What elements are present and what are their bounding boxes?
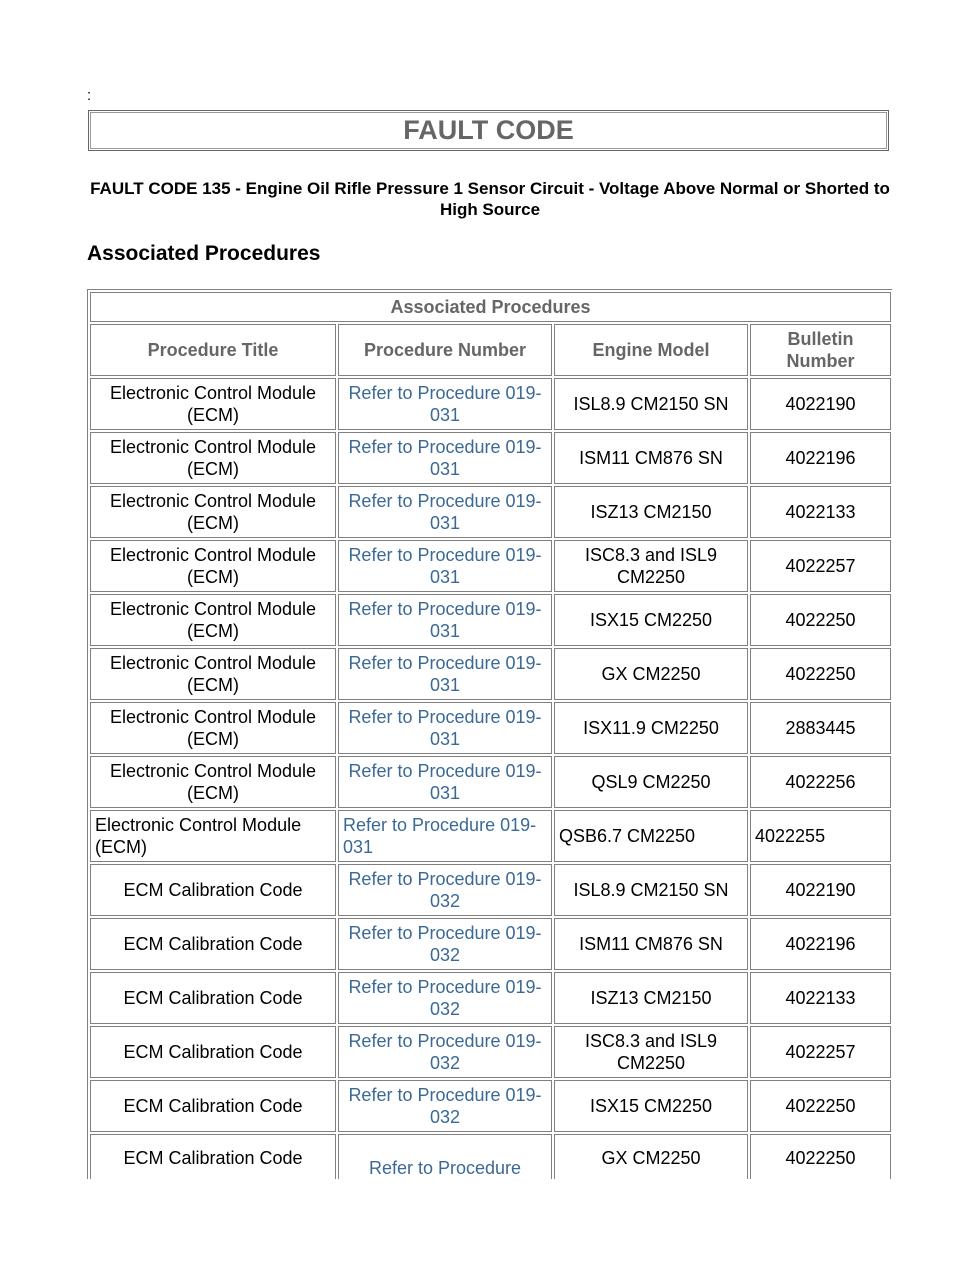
bulletin-number-cell: 4022257 xyxy=(750,540,891,592)
table-row xyxy=(90,432,891,484)
table-row xyxy=(90,594,891,646)
engine-model-cell: GX CM2250 xyxy=(554,648,748,700)
engine-model-cell: ISL8.9 CM2150 SN xyxy=(554,378,748,430)
procedure-title-cell: Electronic Control Module (ECM) xyxy=(90,594,336,646)
engine-model-cell: ISX15 CM2250 xyxy=(554,1080,748,1132)
header-engine-model: Engine Model xyxy=(554,324,748,376)
engine-model-cell: QSL9 CM2250 xyxy=(554,756,748,808)
table-row xyxy=(90,918,891,970)
table-row xyxy=(90,540,891,592)
procedure-link[interactable]: Refer to Procedure 019-031 xyxy=(338,648,552,700)
procedure-link[interactable]: Refer to Procedure 019-031 xyxy=(338,540,552,592)
bulletin-number-cell: 4022250 xyxy=(750,1080,891,1132)
procedure-link[interactable]: Refer to Procedure 019-032 xyxy=(338,918,552,970)
procedure-title-cell: Electronic Control Module (ECM) xyxy=(90,648,336,700)
procedure-link[interactable]: Refer to Procedure 019-031 xyxy=(338,378,552,430)
bulletin-number-cell: 4022196 xyxy=(750,918,891,970)
procedures-table xyxy=(87,289,892,1179)
header-procedure-number: Procedure Number xyxy=(338,324,552,376)
procedure-link[interactable]: Refer to Procedure 019-031 xyxy=(338,810,552,862)
table-row xyxy=(90,378,891,430)
procedure-title-cell: ECM Calibration Code xyxy=(90,1026,336,1078)
bulletin-number-cell: 4022250 xyxy=(750,648,891,700)
procedure-link[interactable]: Refer to Procedure xyxy=(338,1134,552,1179)
engine-model-cell: ISZ13 CM2150 xyxy=(554,486,748,538)
procedure-link[interactable]: Refer to Procedure 019-032 xyxy=(338,972,552,1024)
procedure-title-cell: ECM Calibration Code xyxy=(90,972,336,1024)
procedure-title-cell: Electronic Control Module (ECM) xyxy=(90,378,336,430)
engine-model-cell: ISC8.3 and ISL9 CM2250 xyxy=(554,540,748,592)
engine-model-cell: ISL8.9 CM2150 SN xyxy=(554,864,748,916)
table-caption: Associated Procedures xyxy=(90,292,891,322)
bulletin-number-cell: 4022256 xyxy=(750,756,891,808)
table-row xyxy=(90,864,891,916)
procedure-title-cell: Electronic Control Module (ECM) xyxy=(90,702,336,754)
header-procedure-title: Procedure Title xyxy=(90,324,336,376)
table-row xyxy=(90,1080,891,1132)
bulletin-number-cell: 4022190 xyxy=(750,864,891,916)
procedure-title-cell: ECM Calibration Code xyxy=(90,1134,336,1179)
procedure-link[interactable]: Refer to Procedure 019-031 xyxy=(338,432,552,484)
procedure-link[interactable]: Refer to Procedure 019-031 xyxy=(338,702,552,754)
table-row xyxy=(90,648,891,700)
procedure-title-cell: ECM Calibration Code xyxy=(90,918,336,970)
procedure-title-cell: Electronic Control Module (ECM) xyxy=(90,486,336,538)
procedure-title-cell: Electronic Control Module (ECM) xyxy=(90,540,336,592)
table-row xyxy=(90,756,891,808)
header-bulletin-number: Bulletin Number xyxy=(750,324,891,376)
bulletin-number-cell: 4022250 xyxy=(750,1134,891,1179)
table-row xyxy=(90,486,891,538)
table-row xyxy=(90,810,891,862)
procedure-title-cell: Electronic Control Module (ECM) xyxy=(90,756,336,808)
bulletin-number-cell: 4022190 xyxy=(750,378,891,430)
procedures-table-container xyxy=(87,289,892,1179)
procedure-link[interactable]: Refer to Procedure 019-031 xyxy=(338,756,552,808)
engine-model-cell: ISM11 CM876 SN xyxy=(554,432,748,484)
procedure-title-cell: ECM Calibration Code xyxy=(90,864,336,916)
bulletin-number-cell: 4022257 xyxy=(750,1026,891,1078)
engine-model-cell: GX CM2250 xyxy=(554,1134,748,1179)
page-banner: FAULT CODE xyxy=(88,110,889,151)
table-row xyxy=(90,1026,891,1078)
engine-model-cell: ISZ13 CM2150 xyxy=(554,972,748,1024)
bulletin-number-cell: 4022196 xyxy=(750,432,891,484)
bulletin-number-cell: 4022133 xyxy=(750,486,891,538)
bulletin-number-cell: 2883445 xyxy=(750,702,891,754)
procedure-link[interactable]: Refer to Procedure 019-032 xyxy=(338,1026,552,1078)
engine-model-cell: ISX15 CM2250 xyxy=(554,594,748,646)
table-row xyxy=(90,1134,891,1179)
procedure-title-cell: Electronic Control Module (ECM) xyxy=(90,432,336,484)
prefix-colon: : xyxy=(87,87,92,104)
fault-code-title: FAULT CODE 135 - Engine Oil Rifle Pressure 1 Sensor Circuit - Voltage Above Normal or Shorted to High Source xyxy=(90,179,890,219)
bulletin-number-cell: 4022250 xyxy=(750,594,891,646)
bulletin-number-cell: 4022133 xyxy=(750,972,891,1024)
bulletin-number-cell: 4022255 xyxy=(750,810,891,862)
table-row xyxy=(90,702,891,754)
section-heading: Associated Procedures xyxy=(87,242,321,265)
procedure-link[interactable]: Refer to Procedure 019-032 xyxy=(338,864,552,916)
procedure-title-cell: Electronic Control Module (ECM) xyxy=(90,810,336,862)
engine-model-cell: ISC8.3 and ISL9 CM2250 xyxy=(554,1026,748,1078)
engine-model-cell: ISM11 CM876 SN xyxy=(554,918,748,970)
procedure-link[interactable]: Refer to Procedure 019-031 xyxy=(338,486,552,538)
procedure-link[interactable]: Refer to Procedure 019-032 xyxy=(338,1080,552,1132)
procedure-title-cell: ECM Calibration Code xyxy=(90,1080,336,1132)
table-row xyxy=(90,972,891,1024)
engine-model-cell: ISX11.9 CM2250 xyxy=(554,702,748,754)
procedure-link[interactable]: Refer to Procedure 019-031 xyxy=(338,594,552,646)
engine-model-cell: QSB6.7 CM2250 xyxy=(554,810,748,862)
